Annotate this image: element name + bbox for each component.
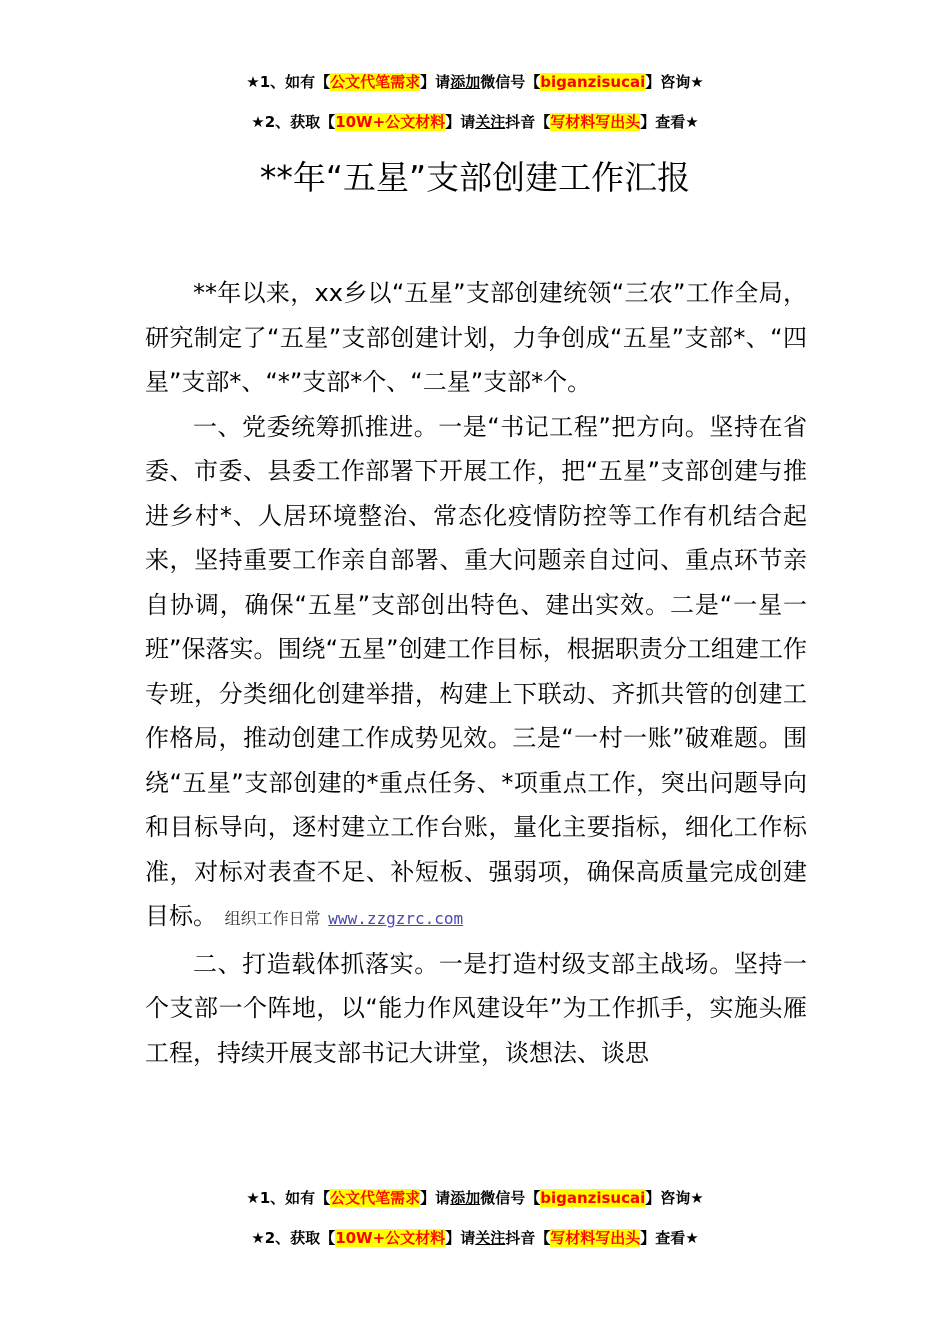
paragraph-section-1: 一、党委统筹抓推进。一是“书记工程”把方向。坚持在省委、市委、县委工作部署下开展工作，把“五星”支部创建与推进乡村*、人居环境整治、常态化疫情防控等工作有机结合起来，坚持重要工作亲自部署、重大问题亲自过问、重点环节亲自协调，确保“五星”支部创出特色、建出实效。二是“一星一班”保落实。围绕“五星”创建工作目标，根据职责分工组建工作专班，分类细化创建举措，构建上下联动、齐抓共管的创建工作格局，推动创建工作成势见效。三是“一村一账”破难题。围绕“五星”支部创建的*重点任务、*项重点工作，突出问题导向和目标导向，逐村建立工作台账，量化主要指标，细化工作标准，对标对表查不足、补短板、强弱项，确保高质量完成创建目标。 组织工作日常 www.zzgzrc.com <box>145 412 807 930</box>
document-body <box>145 271 807 1075</box>
paragraph-section-2: 二、打造载体抓落实。一是打造村级支部主战场。坚持一个支部一个阵地，以“能力作风建设年”为工作抓手，实施头雁工程，持续开展支部书记大讲堂，谈想法、谈思 <box>145 949 807 1067</box>
highlight-wechat-id: biganzisucai <box>540 73 646 91</box>
footer-banner-line-2: ★2、获取【10W+公文材料】请关注抖音【写材料写出头】查看★ <box>251 1229 699 1247</box>
highlight-douyin: 写材料写出头 <box>550 113 641 131</box>
footer-banner-line-1: ★1、如有【公文代笔需求】请添加微信号【biganzisucai】咨询★ <box>246 1189 704 1207</box>
document-title: **年“五星”支部创建工作汇报 <box>259 158 691 197</box>
source-note: 组织工作日常 <box>224 909 321 928</box>
header-banner-line-1: ★1、如有【公文代笔需求】请添加微信号【biganzisucai】咨询★ <box>246 73 704 91</box>
header-banner-line-2: ★2、获取【10W+公文材料】请关注抖音【写材料写出头】查看★ <box>251 113 699 131</box>
paragraph-intro: **年以来，xx乡以“五星”支部创建统领“三农”工作全局，研究制定了“五星”支部创建计划，力争创成“五星”支部*、“四星”支部*、“*”支部*个、“二星”支部*个。 <box>145 279 807 396</box>
highlight-materials: 10W+公文材料 <box>335 113 446 131</box>
source-link[interactable]: www.zzgzrc.com <box>328 909 464 928</box>
highlight-service: 公文代笔需求 <box>330 73 421 91</box>
